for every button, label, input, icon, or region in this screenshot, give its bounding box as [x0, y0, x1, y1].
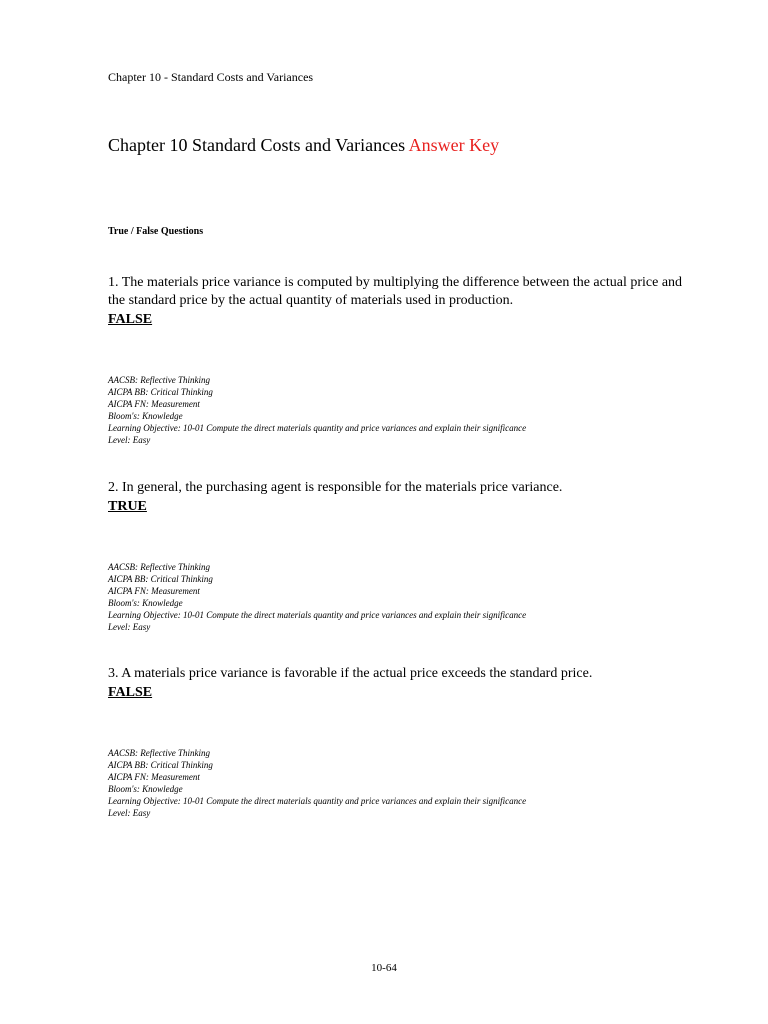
meta-objective: Learning Objective: 10-01 Compute the direct materials quantity and price variances and explain their significance [108, 423, 527, 433]
question-2-metadata [108, 561, 526, 633]
meta-blooms: Bloom's: Knowledge [108, 784, 183, 794]
meta-aicpa-fn: AICPA FN: Measurement [108, 586, 200, 596]
meta-level: Level: Easy [108, 622, 151, 632]
question-text: 1. The materials price variance is computed by multiplying the difference between the actual price and the standard price by the actual quantity of materials used in production. [108, 275, 683, 308]
question-1 [108, 274, 688, 329]
meta-aicpa-bb: AICPA BB: Critical Thinking [108, 387, 213, 397]
question-answer: FALSE [108, 312, 153, 327]
meta-level: Level: Easy [108, 808, 151, 818]
title-main: Chapter 10 Standard Costs and Variances [108, 135, 406, 155]
title-accent: Answer Key [408, 135, 500, 155]
meta-objective: Learning Objective: 10-01 Compute the direct materials quantity and price variances and explain their significance [108, 610, 527, 620]
question-text: 2. In general, the purchasing agent is responsible for the materials price variance. [108, 480, 563, 495]
meta-aicpa-bb: AICPA BB: Critical Thinking [108, 760, 213, 770]
page-title [108, 134, 499, 156]
question-2 [108, 479, 688, 516]
section-heading: True / False Questions [108, 226, 204, 237]
meta-aacsb: AACSB: Reflective Thinking [108, 375, 210, 385]
meta-objective: Learning Objective: 10-01 Compute the direct materials quantity and price variances and explain their significance [108, 796, 527, 806]
meta-aicpa-bb: AICPA BB: Critical Thinking [108, 574, 213, 584]
meta-blooms: Bloom's: Knowledge [108, 411, 183, 421]
meta-aacsb: AACSB: Reflective Thinking [108, 748, 210, 758]
question-3-metadata [108, 747, 526, 819]
meta-aicpa-fn: AICPA FN: Measurement [108, 399, 200, 409]
meta-aicpa-fn: AICPA FN: Measurement [108, 772, 200, 782]
page-number: 10-64 [371, 962, 397, 974]
meta-aacsb: AACSB: Reflective Thinking [108, 562, 210, 572]
meta-blooms: Bloom's: Knowledge [108, 598, 183, 608]
question-answer: TRUE [108, 499, 147, 514]
meta-level: Level: Easy [108, 435, 151, 445]
question-answer: FALSE [108, 685, 153, 700]
question-3 [108, 665, 688, 702]
running-header: Chapter 10 - Standard Costs and Variances [108, 70, 314, 84]
question-text: 3. A materials price variance is favorable if the actual price exceeds the standard price. [108, 666, 593, 681]
question-1-metadata [108, 374, 526, 446]
